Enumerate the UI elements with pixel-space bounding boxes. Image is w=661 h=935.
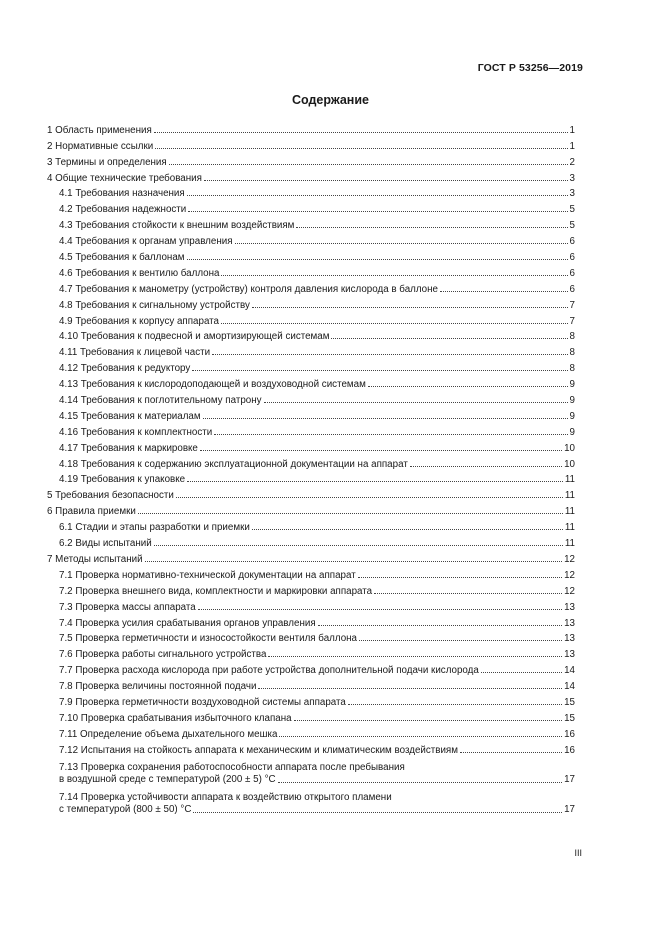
toc-entry[interactable] bbox=[47, 120, 575, 136]
dot-leader bbox=[296, 226, 567, 228]
dot-leader bbox=[188, 210, 567, 212]
toc-entry-title-continued: с температурой (800 ± 50) °С bbox=[59, 803, 192, 815]
dot-leader bbox=[358, 576, 562, 578]
dot-leader bbox=[155, 147, 567, 149]
toc-entry-page: 6 bbox=[569, 236, 575, 248]
toc-entry[interactable] bbox=[47, 740, 575, 756]
toc-entry-page: 13 bbox=[564, 617, 575, 629]
dot-leader bbox=[192, 369, 567, 371]
toc-entry[interactable] bbox=[47, 390, 575, 406]
toc-entry-title: 4 Общие технические требования bbox=[47, 172, 202, 184]
toc-entry-page: 12 bbox=[564, 585, 575, 597]
dot-leader bbox=[278, 781, 563, 783]
toc-entry-page: 6 bbox=[569, 283, 575, 295]
toc-entry-page: 9 bbox=[569, 410, 575, 422]
toc-entry-title: 4.9 Требования к корпусу аппарата bbox=[59, 315, 220, 327]
toc-entry-page: 3 bbox=[569, 188, 575, 200]
toc-entry-title: 4.7 Требования к манометру (устройству) контроля давления кислорода в баллоне bbox=[59, 283, 438, 295]
dot-leader bbox=[212, 353, 567, 355]
toc-entry-page: 11 bbox=[564, 538, 575, 550]
toc-entry-title: 4.6 Требования к вентилю баллона bbox=[59, 267, 220, 279]
toc-entry[interactable] bbox=[47, 660, 575, 676]
toc-entry-page: 11 bbox=[564, 522, 575, 534]
toc-entry-title: 7.11 Определение объема дыхательного мешка bbox=[59, 728, 278, 740]
toc-entry[interactable] bbox=[47, 470, 575, 486]
toc-entry[interactable] bbox=[47, 279, 575, 295]
toc-entry[interactable] bbox=[47, 231, 575, 247]
toc-entry-title: 3 Термины и определения bbox=[47, 156, 167, 168]
standard-designation: ГОСТ Р 53256—2019 bbox=[477, 62, 583, 74]
toc-entry-title: 4.8 Требования к сигнальному устройству bbox=[59, 299, 250, 311]
toc-entry[interactable] bbox=[47, 215, 575, 231]
toc-entry[interactable] bbox=[47, 168, 575, 184]
toc-entry-page: 10 bbox=[564, 458, 575, 470]
table-of-contents bbox=[47, 120, 575, 816]
dot-leader bbox=[294, 719, 563, 721]
dot-leader bbox=[138, 512, 563, 514]
toc-entry-page: 15 bbox=[564, 696, 575, 708]
dot-leader bbox=[264, 401, 568, 403]
toc-entry-page: 9 bbox=[569, 395, 575, 407]
toc-entry[interactable] bbox=[47, 247, 575, 263]
toc-entry-page: 17 bbox=[564, 773, 575, 785]
toc-entry-page: 16 bbox=[564, 728, 575, 740]
toc-entry-page: 8 bbox=[569, 347, 575, 359]
dot-leader bbox=[440, 290, 568, 292]
toc-entry[interactable] bbox=[47, 152, 575, 168]
toc-entry[interactable] bbox=[47, 295, 575, 311]
page-title: Содержание bbox=[291, 93, 369, 107]
dot-leader bbox=[221, 322, 568, 324]
toc-entry-title: 4.2 Требования надежности bbox=[59, 204, 187, 216]
toc-entry-page: 9 bbox=[569, 379, 575, 391]
dot-leader bbox=[198, 608, 562, 610]
toc-entry-title: 2 Нормативные ссылки bbox=[47, 140, 154, 152]
dot-leader bbox=[176, 496, 563, 498]
toc-entry-title: 7.8 Проверка величины постоянной подачи bbox=[59, 681, 257, 693]
toc-entry-title: 4.10 Требования к подвесной и амортизирующей системам bbox=[59, 331, 330, 343]
toc-entry-title: 6 Правила приемки bbox=[47, 506, 136, 518]
dot-leader bbox=[252, 306, 568, 308]
toc-entry-page: 1 bbox=[569, 124, 575, 136]
toc-entry-page: 6 bbox=[569, 252, 575, 264]
dot-leader bbox=[169, 163, 568, 165]
toc-entry-title: 7.10 Проверка срабатывания избыточного клапана bbox=[59, 712, 292, 724]
toc-entry[interactable] bbox=[47, 581, 575, 597]
toc-entry-title: 7.13 Проверка сохранения работоспособности аппарата после пребывания bbox=[59, 761, 405, 773]
toc-entry-page: 11 bbox=[564, 506, 575, 518]
toc-entry-page: 7 bbox=[569, 299, 575, 311]
toc-entry-title: 4.1 Требования назначения bbox=[59, 188, 185, 200]
toc-entry-title: 7.1 Проверка нормативно-технической документации на аппарат bbox=[59, 569, 356, 581]
dot-leader bbox=[187, 480, 563, 482]
toc-entry-title: 4.16 Требования к комплектности bbox=[59, 426, 213, 438]
toc-entry[interactable] bbox=[47, 708, 575, 724]
toc-entry-title: 6.2 Виды испытаний bbox=[59, 538, 152, 550]
toc-entry[interactable] bbox=[47, 485, 575, 501]
toc-entry-page: 2 bbox=[569, 156, 575, 168]
toc-entry[interactable] bbox=[47, 756, 575, 786]
page-number: III bbox=[574, 848, 582, 858]
toc-entry-page: 7 bbox=[569, 315, 575, 327]
dot-leader bbox=[368, 385, 568, 387]
toc-entry-page: 14 bbox=[564, 681, 575, 693]
toc-entry[interactable] bbox=[47, 644, 575, 660]
dot-leader bbox=[193, 811, 562, 813]
toc-entry-page: 17 bbox=[564, 803, 575, 815]
toc-entry[interactable] bbox=[47, 406, 575, 422]
dot-leader bbox=[331, 337, 567, 339]
toc-entry[interactable] bbox=[47, 136, 575, 152]
toc-entry[interactable] bbox=[47, 597, 575, 613]
toc-entry-page: 1 bbox=[569, 140, 575, 152]
dot-leader bbox=[359, 639, 562, 641]
toc-entry[interactable] bbox=[47, 692, 575, 708]
toc-entry[interactable] bbox=[47, 549, 575, 565]
toc-entry-title: 7.7 Проверка расхода кислорода при работе устройства дополнительной подачи кислорода bbox=[59, 665, 479, 677]
dot-leader bbox=[214, 433, 567, 435]
toc-entry[interactable] bbox=[47, 199, 575, 215]
toc-entry-page: 5 bbox=[569, 220, 575, 232]
toc-entry-page: 12 bbox=[564, 553, 575, 565]
toc-entry-page: 6 bbox=[569, 267, 575, 279]
toc-entry-page: 8 bbox=[569, 331, 575, 343]
toc-entry[interactable] bbox=[47, 613, 575, 629]
dot-leader bbox=[279, 735, 562, 737]
toc-entry-title: 7.3 Проверка массы аппарата bbox=[59, 601, 196, 613]
dot-leader bbox=[154, 544, 563, 546]
toc-entry-title: 6.1 Стадии и этапы разработки и приемки bbox=[59, 522, 250, 534]
toc-entry-title-continued: в воздушной среде с температурой (200 ± 5) °С bbox=[59, 773, 276, 785]
toc-entry-page: 8 bbox=[569, 363, 575, 375]
dot-leader bbox=[221, 274, 567, 276]
toc-entry-title: 4.19 Требования к упаковке bbox=[59, 474, 186, 486]
toc-entry[interactable] bbox=[47, 454, 575, 470]
dot-leader bbox=[374, 592, 562, 594]
toc-entry-title: 4.18 Требования к содержанию эксплуатационной документации на аппарат bbox=[59, 458, 408, 470]
toc-entry[interactable] bbox=[47, 629, 575, 645]
dot-leader bbox=[258, 687, 562, 689]
toc-entry-title: 4.14 Требования к поглотительному патрону bbox=[59, 395, 262, 407]
toc-entry-page: 5 bbox=[569, 204, 575, 216]
toc-entry-page: 13 bbox=[564, 633, 575, 645]
toc-entry[interactable] bbox=[47, 786, 575, 816]
toc-entry-title: 1 Область применения bbox=[47, 124, 152, 136]
toc-entry-page: 9 bbox=[569, 426, 575, 438]
toc-entry-title: 4.5 Требования к баллонам bbox=[59, 252, 185, 264]
toc-entry-page: 15 bbox=[564, 712, 575, 724]
toc-entry-title: 5 Требования безопасности bbox=[47, 490, 174, 502]
toc-entry[interactable] bbox=[47, 533, 575, 549]
toc-entry-page: 11 bbox=[564, 474, 575, 486]
toc-entry-title: 4.4 Требования к органам управления bbox=[59, 236, 233, 248]
dot-leader bbox=[460, 751, 562, 753]
dot-leader bbox=[154, 131, 568, 133]
dot-leader bbox=[481, 671, 562, 673]
dot-leader bbox=[187, 194, 568, 196]
toc-entry-title: 4.15 Требования к материалам bbox=[59, 410, 201, 422]
dot-leader bbox=[348, 703, 562, 705]
toc-entry-page: 13 bbox=[564, 601, 575, 613]
dot-leader bbox=[187, 258, 568, 260]
toc-entry[interactable] bbox=[47, 311, 575, 327]
toc-entry[interactable] bbox=[47, 263, 575, 279]
toc-entry-title: 7.4 Проверка усилия срабатывания органов управления bbox=[59, 617, 316, 629]
toc-entry-title: 7.2 Проверка внешнего вида, комплектности и маркировки аппарата bbox=[59, 585, 373, 597]
toc-entry-page: 12 bbox=[564, 569, 575, 581]
dot-leader bbox=[252, 528, 563, 530]
toc-entry-title: 7.12 Испытания на стойкость аппарата к механическим и климатическим воздействиям bbox=[59, 744, 458, 756]
toc-entry[interactable] bbox=[47, 676, 575, 692]
toc-entry[interactable] bbox=[47, 374, 575, 390]
toc-entry-page: 13 bbox=[564, 649, 575, 661]
dot-leader bbox=[145, 560, 563, 562]
toc-entry[interactable] bbox=[47, 327, 575, 343]
toc-entry-title: 4.17 Требования к маркировке bbox=[59, 442, 198, 454]
dot-leader bbox=[268, 655, 562, 657]
toc-entry-title: 7.5 Проверка герметичности и износостойкости вентиля баллона bbox=[59, 633, 357, 645]
dot-leader bbox=[203, 417, 568, 419]
toc-entry-title: 7 Методы испытаний bbox=[47, 553, 143, 565]
toc-entry-title: 7.9 Проверка герметичности воздуховодной системы аппарата bbox=[59, 696, 346, 708]
dot-leader bbox=[200, 449, 562, 451]
toc-entry-title: 4.13 Требования к кислородоподающей и воздуховодной системам bbox=[59, 379, 366, 391]
toc-entry[interactable] bbox=[47, 565, 575, 581]
dot-leader bbox=[410, 465, 562, 467]
toc-entry-page: 14 bbox=[564, 665, 575, 677]
toc-entry[interactable] bbox=[47, 422, 575, 438]
toc-entry[interactable] bbox=[47, 438, 575, 454]
dot-leader bbox=[235, 242, 568, 244]
dot-leader bbox=[318, 624, 562, 626]
toc-entry[interactable] bbox=[47, 501, 575, 517]
toc-entry-title: 7.14 Проверка устойчивости аппарата к воздействию открытого пламени bbox=[59, 791, 392, 803]
dot-leader bbox=[204, 179, 568, 181]
toc-entry-page: 16 bbox=[564, 744, 575, 756]
toc-entry-page: 11 bbox=[564, 490, 575, 502]
toc-entry-page: 3 bbox=[569, 172, 575, 184]
toc-entry[interactable] bbox=[47, 342, 575, 358]
toc-entry-title: 4.12 Требования к редуктору bbox=[59, 363, 191, 375]
toc-entry[interactable] bbox=[47, 184, 575, 200]
toc-entry-page: 10 bbox=[564, 442, 575, 454]
toc-entry[interactable] bbox=[47, 724, 575, 740]
toc-entry-title: 4.11 Требования к лицевой части bbox=[59, 347, 211, 359]
toc-entry-title: 4.3 Требования стойкости к внешним воздействиям bbox=[59, 220, 295, 232]
toc-entry-title: 7.6 Проверка работы сигнального устройства bbox=[59, 649, 267, 661]
toc-entry[interactable] bbox=[47, 517, 575, 533]
toc-entry[interactable] bbox=[47, 358, 575, 374]
